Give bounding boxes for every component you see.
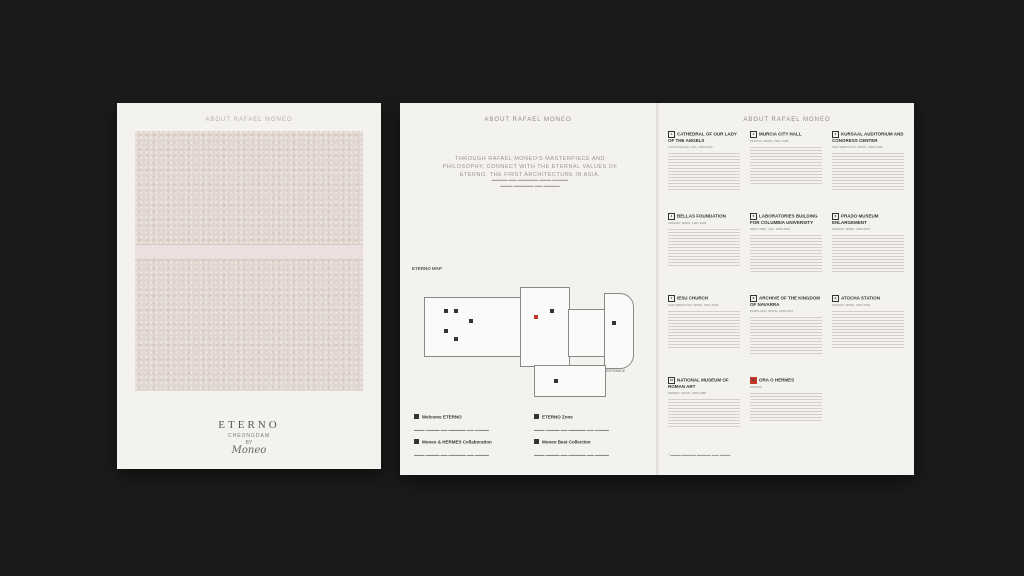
work-body-text bbox=[832, 151, 904, 191]
plan-room bbox=[604, 293, 634, 369]
legend-number bbox=[534, 439, 539, 444]
cover-signature: Moneo bbox=[231, 445, 267, 456]
work-body-text bbox=[668, 151, 740, 191]
cover-by: BY bbox=[245, 440, 253, 446]
cover-texture-image bbox=[135, 131, 363, 391]
work-title: IESU CHURCH bbox=[677, 295, 709, 301]
legend-title: Moneo Best Collection bbox=[542, 439, 591, 445]
work-title: NATIONAL MUSEUM OF ROMAN ART bbox=[668, 377, 729, 389]
legend-description: ▬▬▬ ▬▬▬▬ ▬▬ ▬▬▬▬▬ ▬▬ ▬▬▬▬ bbox=[534, 453, 609, 457]
brochure-cover bbox=[117, 103, 381, 469]
cover-ribbon-band bbox=[135, 244, 363, 260]
work-number: 1 bbox=[668, 131, 675, 138]
work-meta: MERIDA, SPAIN, 1980-1986 bbox=[668, 390, 707, 395]
work-body-text bbox=[750, 145, 822, 185]
work-meta: NEW YORK, USA, 2005-2010 bbox=[750, 226, 791, 231]
work-meta: SAN SEBASTIAN, SPAIN, 2001-2009 bbox=[668, 303, 719, 307]
brochure-spread bbox=[400, 103, 914, 475]
work-body-text bbox=[750, 233, 822, 273]
intro-text: THROUGH RAFAEL MONEO'S MASTERPIECE AND PHILOSOPHY, CONNECT WITH THE ETERNAL VALUES OF ETERNO, THE FIRST ARCHITECTURE IN ASIA. bbox=[442, 156, 618, 178]
work-number: 7 bbox=[668, 295, 675, 302]
work-title: CATHEDRAL OF OUR LADY OF THE ANGELS bbox=[668, 131, 737, 143]
legend-title: Welcome ETERNO bbox=[422, 414, 462, 420]
plan-room bbox=[568, 309, 606, 357]
work-meta: MADRID, SPAIN, 1998-2007 bbox=[832, 226, 871, 231]
work-entry bbox=[832, 213, 904, 273]
legend-item bbox=[534, 408, 644, 433]
work-title: ARCHIVE OF THE KINGDOM OF NAVARRA bbox=[750, 295, 821, 307]
spread-fold bbox=[656, 103, 660, 475]
plan-marker bbox=[612, 321, 616, 325]
legend-title: Moneo & HERMES Collaboration bbox=[422, 439, 492, 445]
footnote-placeholder: * ▬▬▬ ▬▬▬▬ ▬▬▬▬ ▬▬ ▬▬▬ bbox=[668, 453, 731, 457]
legend-item bbox=[414, 433, 524, 458]
work-number: 9 bbox=[832, 295, 839, 302]
work-entry bbox=[668, 377, 740, 429]
work-entry bbox=[750, 295, 822, 355]
map-label: ETERNO MAP bbox=[412, 266, 443, 271]
intro-korean-placeholder: ▬▬▬▬ ▬▬ ▬▬▬▬▬ ▬▬▬ ▬▬▬▬ ▬▬▬ ▬▬▬▬▬ ▬▬ ▬▬▬▬ bbox=[491, 177, 569, 188]
work-title: KURSAAL AUDITORIUM AND CONGRESS CENTER bbox=[832, 131, 904, 143]
work-number: 5 bbox=[750, 213, 757, 220]
plan-marker-highlight bbox=[534, 315, 538, 319]
work-number: 11 bbox=[751, 378, 756, 382]
entrance-label: ENTRANCE bbox=[606, 369, 626, 373]
work-meta: MADRID, SPAIN, 1987-1992 bbox=[668, 221, 707, 225]
plan-marker bbox=[444, 309, 448, 313]
work-entry bbox=[750, 213, 822, 273]
legend-number bbox=[414, 439, 419, 444]
work-entry bbox=[668, 213, 740, 267]
plan-marker bbox=[469, 319, 473, 323]
legend-description: ▬▬▬ ▬▬▬▬ ▬▬ ▬▬▬▬▬ ▬▬ ▬▬▬▬ bbox=[414, 428, 489, 432]
work-body-text bbox=[668, 227, 740, 267]
work-number: 3 bbox=[832, 131, 839, 138]
work-number: 8 bbox=[750, 295, 757, 302]
work-meta: SAN SEBASTIAN, SPAIN, 1990-1999 bbox=[832, 144, 883, 149]
work-title: LABORATORIES BUILDING FOR COLUMBIA UNIVERSITY bbox=[750, 213, 818, 225]
work-entry bbox=[750, 377, 822, 423]
cover-header: ABOUT RAFAEL MONEO bbox=[205, 117, 293, 123]
legend-description: ▬▬▬ ▬▬▬▬ ▬▬ ▬▬▬▬▬ ▬▬ ▬▬▬▬ bbox=[534, 428, 609, 432]
work-meta: MURCIA, SPAIN, 1991-1998 bbox=[750, 139, 789, 143]
work-body-text bbox=[668, 397, 740, 429]
legend-item bbox=[414, 408, 524, 433]
work-title: ATOCHA STATION bbox=[841, 295, 880, 301]
plan-marker bbox=[550, 309, 554, 313]
work-entry bbox=[832, 295, 904, 349]
cover-subtitle: CHEONGDAM bbox=[227, 433, 271, 439]
work-meta: PAMPLONA, SPAIN, 1995-2003 bbox=[750, 308, 793, 313]
work-number: 4 bbox=[668, 213, 675, 220]
plan-marker bbox=[444, 329, 448, 333]
plan-room bbox=[424, 297, 522, 357]
work-meta: MADRID bbox=[750, 385, 762, 389]
work-body-text bbox=[750, 315, 822, 355]
work-entry bbox=[668, 295, 740, 349]
work-body-text bbox=[832, 309, 904, 349]
work-entry bbox=[750, 131, 822, 185]
work-body-text bbox=[750, 391, 822, 423]
legend-description: ▬▬▬ ▬▬▬▬ ▬▬ ▬▬▬▬▬ ▬▬ ▬▬▬▬ bbox=[414, 453, 489, 457]
work-body-text bbox=[832, 233, 904, 273]
work-title: BELLAS FOUNDATION bbox=[677, 213, 726, 219]
work-title: PRADO MUSEUM ENLARGEMENT bbox=[832, 213, 879, 225]
plan-marker bbox=[454, 309, 458, 313]
work-title: ORA O HERMES bbox=[759, 377, 795, 383]
legend-item bbox=[534, 433, 644, 458]
work-number: 6 bbox=[832, 213, 839, 220]
work-title: MURCIA CITY HALL bbox=[759, 131, 802, 137]
spread-left-header: ABOUT RAFAEL MONEO bbox=[484, 117, 572, 123]
cover-brand: ETERNO bbox=[218, 419, 280, 431]
plan-room bbox=[534, 365, 606, 397]
plan-marker bbox=[454, 337, 458, 341]
legend-title: ETERNO Zone bbox=[542, 414, 573, 420]
spread-right-header: ABOUT RAFAEL MONEO bbox=[743, 117, 831, 123]
plan-marker bbox=[554, 379, 558, 383]
work-number: 10 bbox=[669, 378, 674, 382]
legend-number bbox=[414, 414, 419, 419]
work-entry bbox=[832, 131, 904, 191]
work-meta: MADRID, SPAIN, 1984-1992 bbox=[832, 303, 871, 307]
plan-room bbox=[520, 287, 570, 367]
work-body-text bbox=[668, 309, 740, 349]
legend-number bbox=[534, 414, 539, 419]
work-meta: LOS ANGELES, USA, 1996-2002 bbox=[668, 144, 713, 149]
floor-plan bbox=[414, 279, 640, 399]
work-entry bbox=[668, 131, 740, 191]
work-number: 2 bbox=[750, 131, 757, 138]
